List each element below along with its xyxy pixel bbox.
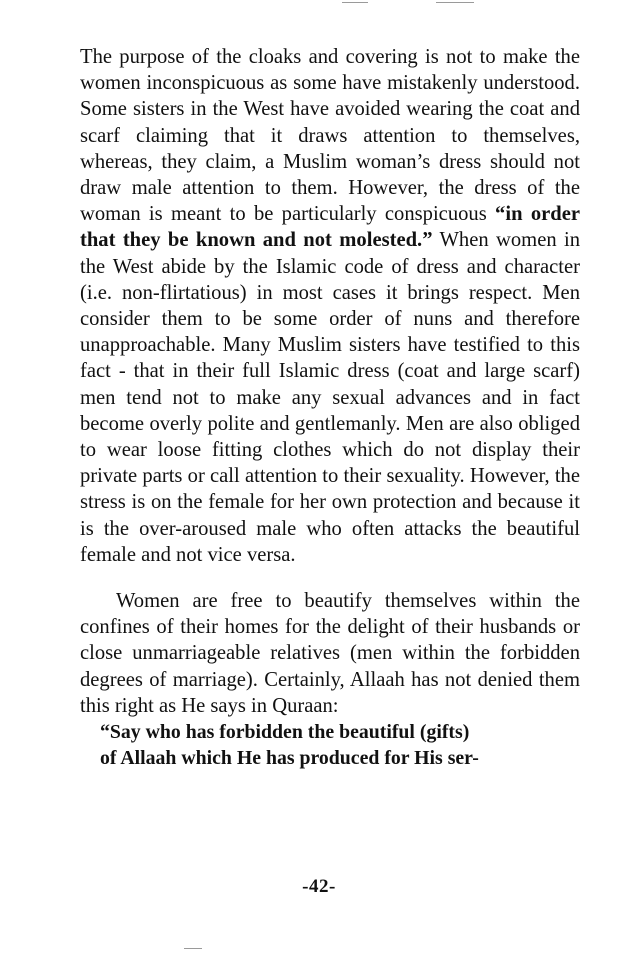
top-edge-mark-left [342,2,368,3]
bottom-edge-mark [184,948,202,949]
page-number: -42- [302,876,336,897]
quote-line-1: “Say who has forbidden the beautiful (gifts) [100,721,470,744]
page-body [80,44,580,771]
quote-line-2: of Allaah which He has produced for His ser- [100,747,479,770]
paragraph-cloaks-purpose [80,44,580,568]
paragraph-1-text-end: When women in the West abide by the Islamic code of dress and character (i.e. non-flirtatious) in most cases it brings respect. Men consider them to be some order of nuns and therefore unapproachable. Many Muslim sisters have testified to this fact - that in their full Islamic dress (coat and large scarf) men tend not to make any sexual advances and in fact become overly polite and gentlemanly. Men are also obliged to wear loose fitting clothes which do not display their private parts or call attention to their sexuality. However, the stress is on the female for her own protection and because it is the over-aroused male who often attacks the beautiful female and not vice versa. [80,229,581,566]
paragraph-beautify-at-home: Women are free to beautify themselves within the confines of their homes for the delight of their husbands or close unmarriageable relatives (men within the forbidden degrees of marriage). Certainly, Allaah has not denied them this right as He says in Quraan: [80,590,580,717]
quoted-phrase-known-not-molested: “in order that they be known and not molested.” [80,203,581,252]
quraan-quote [100,719,580,771]
top-edge-mark-right [436,2,474,3]
paragraph-1-text-start: The purpose of the cloaks and covering is not to make the women inconspicuous as some have mistakenly understood. Some sisters in the West have avoided wearing the coat and scarf claiming that it draws attention to themselves, whereas, they claim, a Muslim woman’s dress should not draw male attention to them. However, the dress of the woman is meant to be particularly conspicuous [80,46,580,226]
